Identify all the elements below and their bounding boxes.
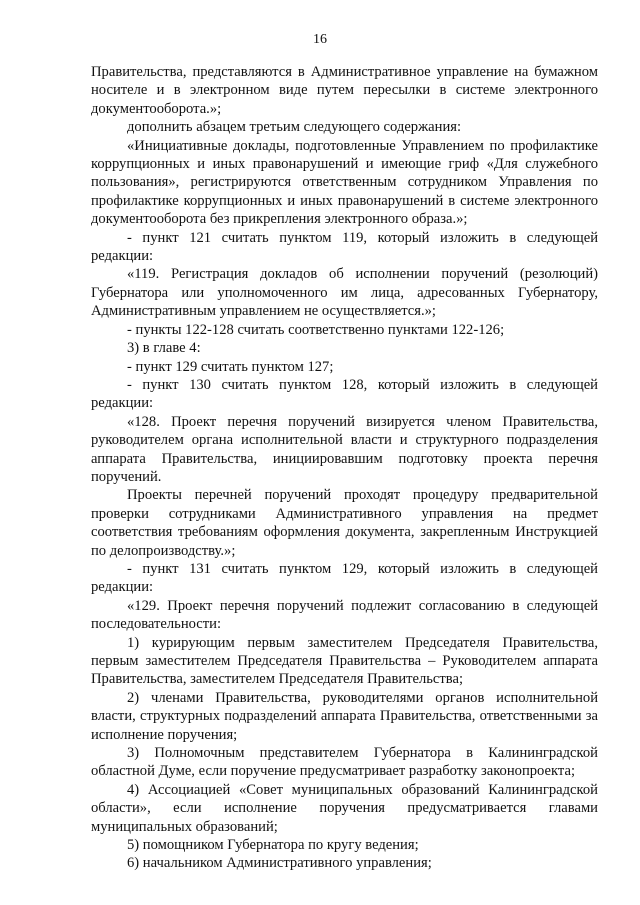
paragraph: - пункт 131 считать пунктом 129, который изложить в следующей редакции: <box>91 560 598 596</box>
paragraph: 2) членами Правительства, руководителями органов исполнительной власти, структурных подразделений аппарата Правительства, ответственными за исполнение поручения; <box>91 689 598 743</box>
paragraph: - пункт 121 считать пунктом 119, который изложить в следующей редакции: <box>91 229 598 265</box>
paragraph: 5) помощником Губернатора по кругу ведения; <box>127 837 419 854</box>
paragraph: 3) Полномочным представителем Губернатора в Калининградской областной Думе, если поручение предусматривает разработку законопроекта; <box>91 745 598 780</box>
paragraph: дополнить абзацем третьим следующего содержания: <box>127 119 462 136</box>
paragraph: 3) в главе 4: <box>127 340 201 357</box>
paragraph: - пункт 130 считать пунктом 128, который изложить в следующей редакции: <box>91 376 598 412</box>
paragraph: «Инициативные доклады, подготовленные Управлением по профилактике коррупционных и иных правонарушений и имеющие гриф «Для служебного пользования», регистрируются ответственным сотрудником Управления по профилактике коррупционных и иных правонарушений в системе электронного документооборота без прикрепления электронного образа.»; <box>91 137 598 228</box>
paragraph: 1) курирующим первым заместителем Председателя Правительства, первым заместителем Председателя Правительства – Руководителем аппарата Правительства, заместителем Председателя Правительства; <box>91 634 598 688</box>
page-number: 16 <box>313 32 327 47</box>
paragraph: - пункты 122-128 считать соответственно пунктами 122-126; <box>127 321 505 338</box>
paragraph: Правительства, представляются в Административное управление на бумажном носителе и в электронном виде путем пересылки в системе электронного документооборота.»; <box>91 64 598 117</box>
paragraph: - пункт 129 считать пунктом 127; <box>127 358 334 375</box>
paragraph: 4) Ассоциацией «Совет муниципальных образований Калининградской области», если исполнение поручения предусматривается главами муниципальных образований; <box>91 781 598 835</box>
document-body <box>91 63 598 873</box>
paragraph: 6) начальником Административного управления; <box>127 855 432 872</box>
paragraph: «128. Проект перечня поручений визируется членом Правительства, руководителем органа исполнительной власти и структурного подразделения аппарата Правительства, инициировавшим подготовку проекта перечня поручений. <box>91 413 598 485</box>
paragraph: «119. Регистрация докладов об исполнении поручений (резолюций) Губернатора или уполномоченного им лица, адресованных Губернатору, Административным управлением не осуществляется.»; <box>91 266 598 320</box>
paragraph: «129. Проект перечня поручений подлежит согласованию в следующей последовательности: <box>91 597 598 633</box>
paragraph: Проекты перечней поручений проходят процедуру предварительной проверки сотрудниками Административного управления на предмет соответствия требованиям оформления документа, закрепленным Инструкцией по делопроизводству.»; <box>91 487 598 559</box>
